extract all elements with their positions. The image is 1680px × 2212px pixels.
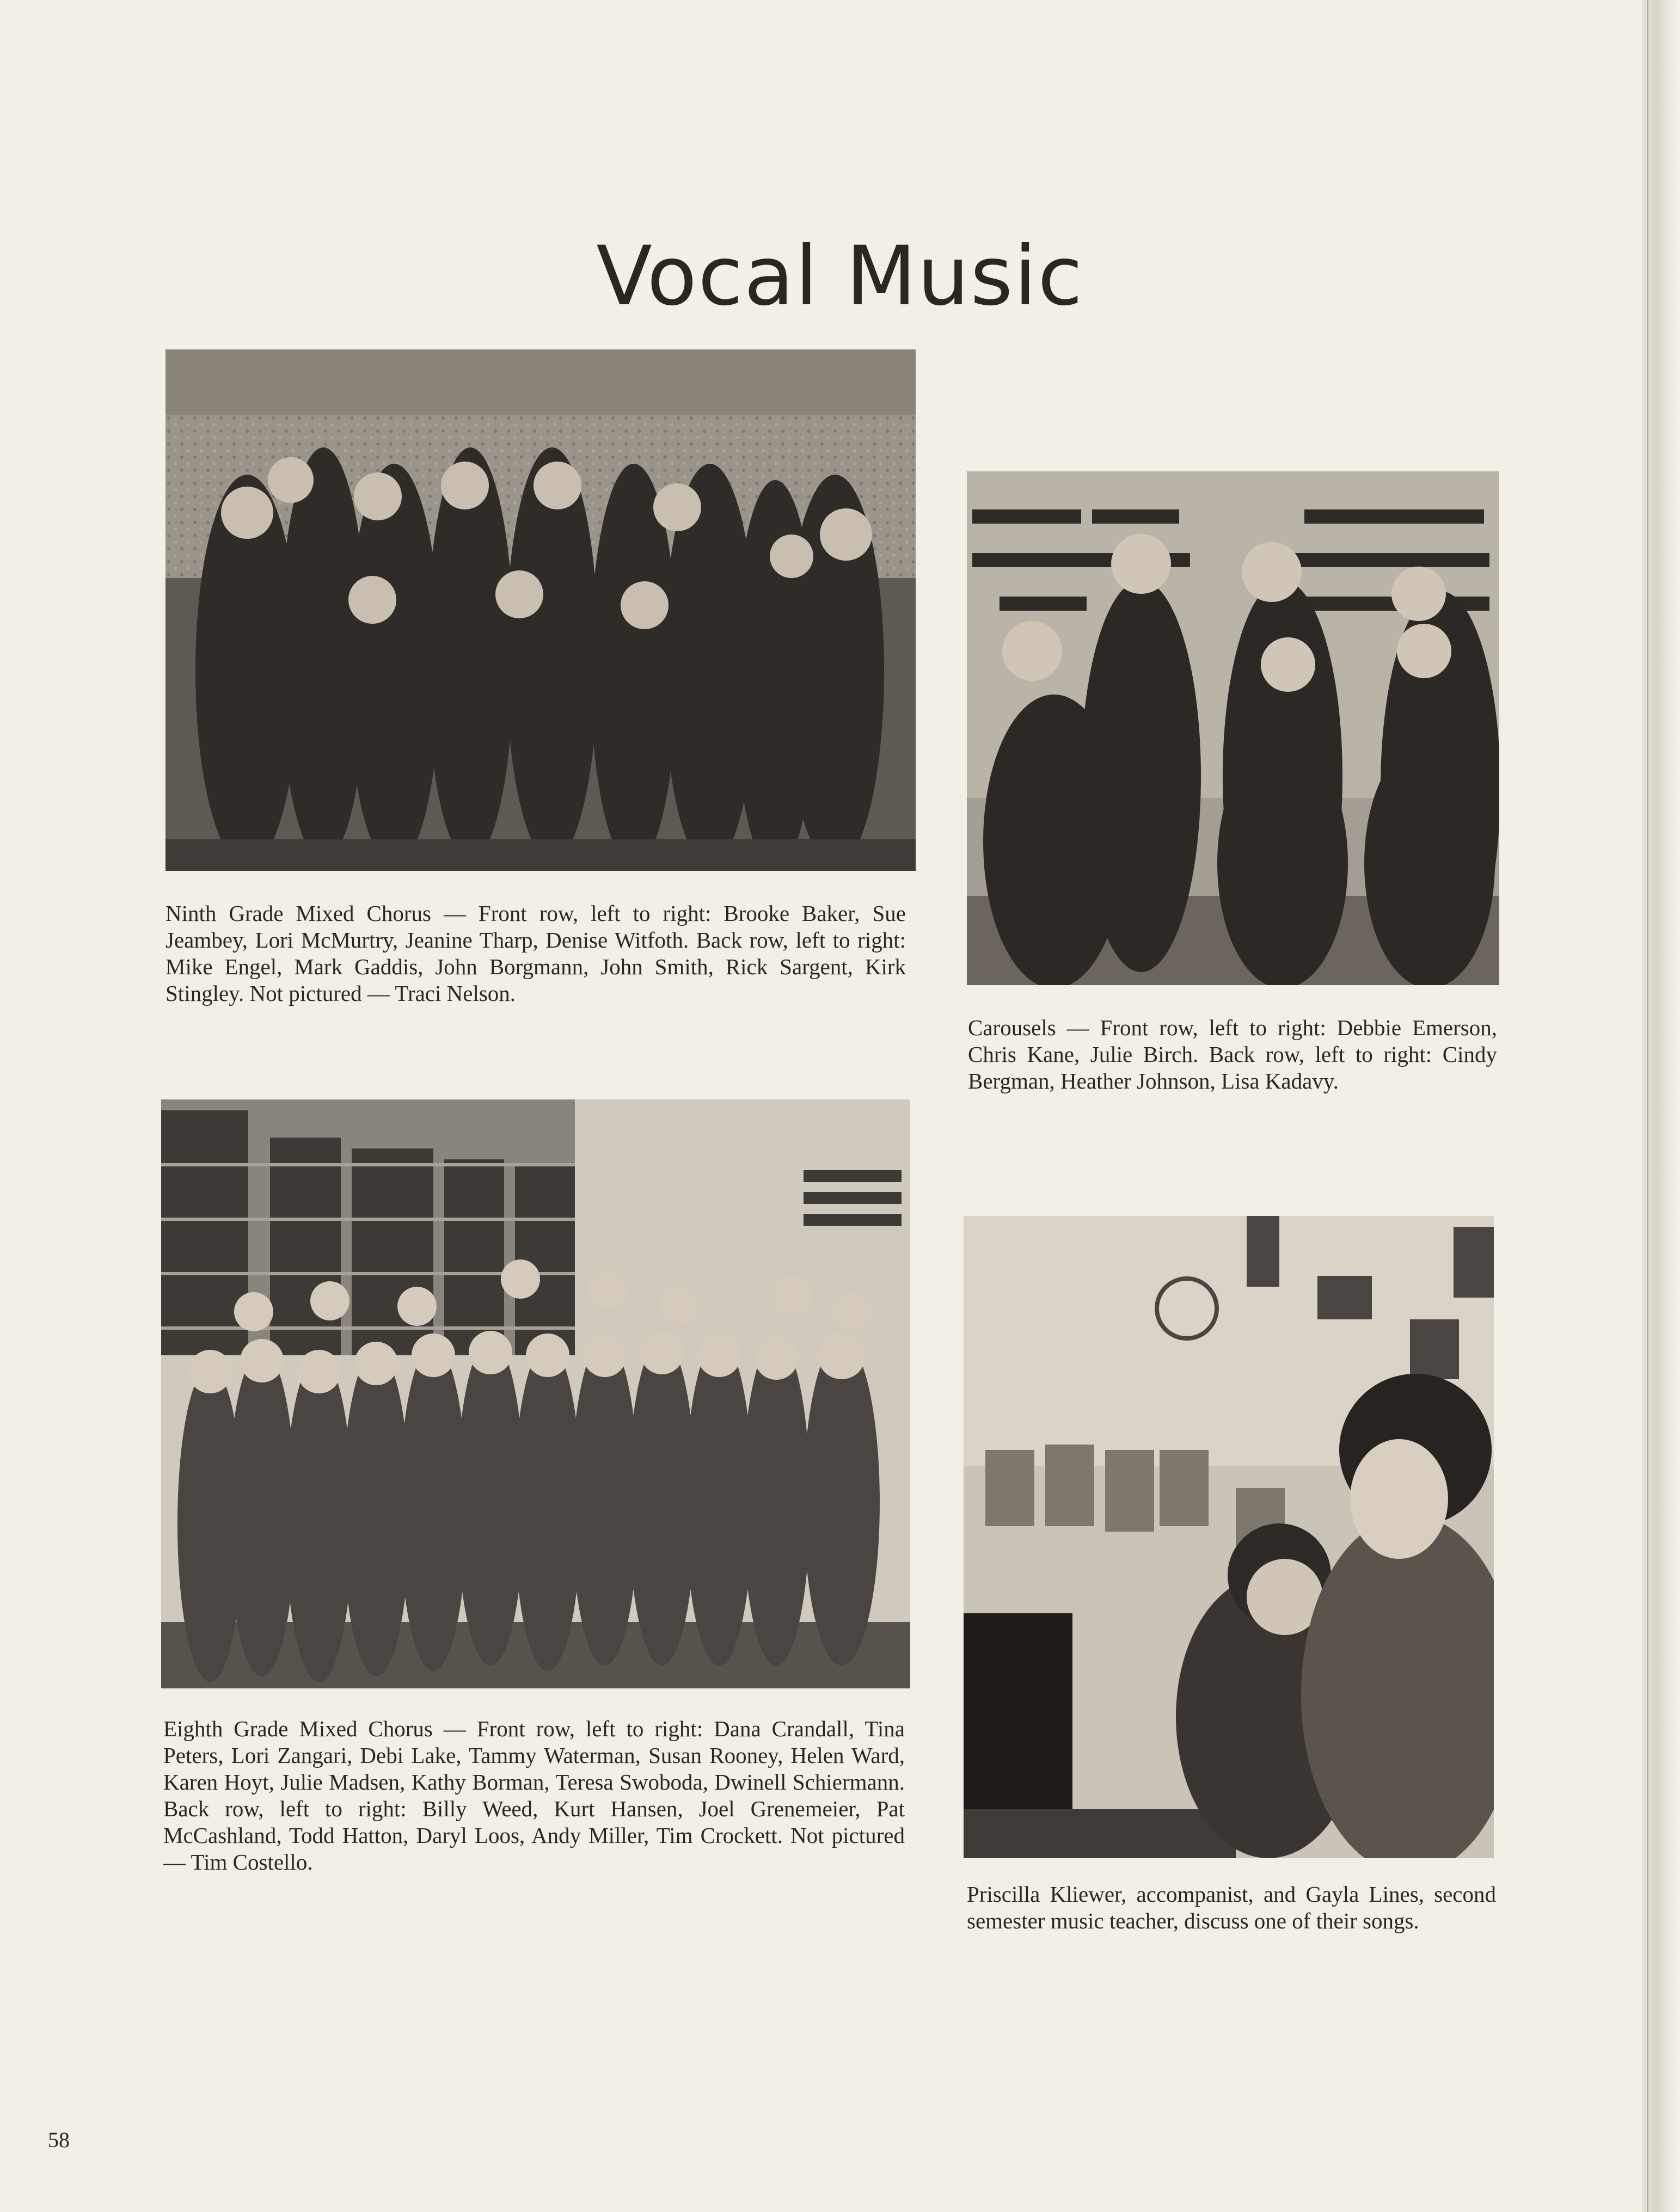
ninth-grade-chorus-caption: Ninth Grade Mixed Chorus — Front row, left to right: Brooke Baker, Sue Jeambey, Lori McMurtry, Jeanine Tharp, Denise Witfoth. Back row, left to right: Mike Engel, Mark Gaddis, John Borgmann, John Smith, Rick Sargent, Kirk Stingley. Not pictured — Traci Nelson. — [165, 901, 906, 1006]
carousels-photo — [967, 471, 1499, 985]
eighth-grade-chorus-caption: Eighth Grade Mixed Chorus — Front row, left to right: Dana Crandall, Tina Peters, Lori Zangari, Debi Lake, Tammy Waterman, Susan Rooney, Helen Ward, Karen Hoyt, Julie Madsen, Kathy Borman, Teresa Swoboda, Dwinell Schiermann. Back row, left to right: Billy Weed, Kurt Hansen, Joel Grenemeier, Pat McCashland, Todd Hatton, Daryl Loos, Andy Miller, Tim Crockett. Not pictured — Tim Costello. — [163, 1716, 905, 1875]
ninth-grade-chorus-photo — [165, 349, 916, 871]
page-number: 58 — [48, 2128, 70, 2152]
page-edge-shadow — [1647, 0, 1648, 2212]
accompanist-teacher-photo — [964, 1216, 1494, 1858]
accompanist-teacher-caption: Priscilla Kliewer, accompanist, and Gayla Lines, second semester music teacher, discuss one of their songs. — [967, 1882, 1496, 1933]
eighth-grade-chorus-photo — [161, 1099, 910, 1688]
carousels-caption: Carousels — Front row, left to right: Debbie Emerson, Chris Kane, Julie Birch. Back row, left to right: Cindy Bergman, Heather Johnson, Lisa Kadavy. — [968, 1015, 1497, 1093]
page-title: Vocal Music — [596, 229, 1084, 324]
